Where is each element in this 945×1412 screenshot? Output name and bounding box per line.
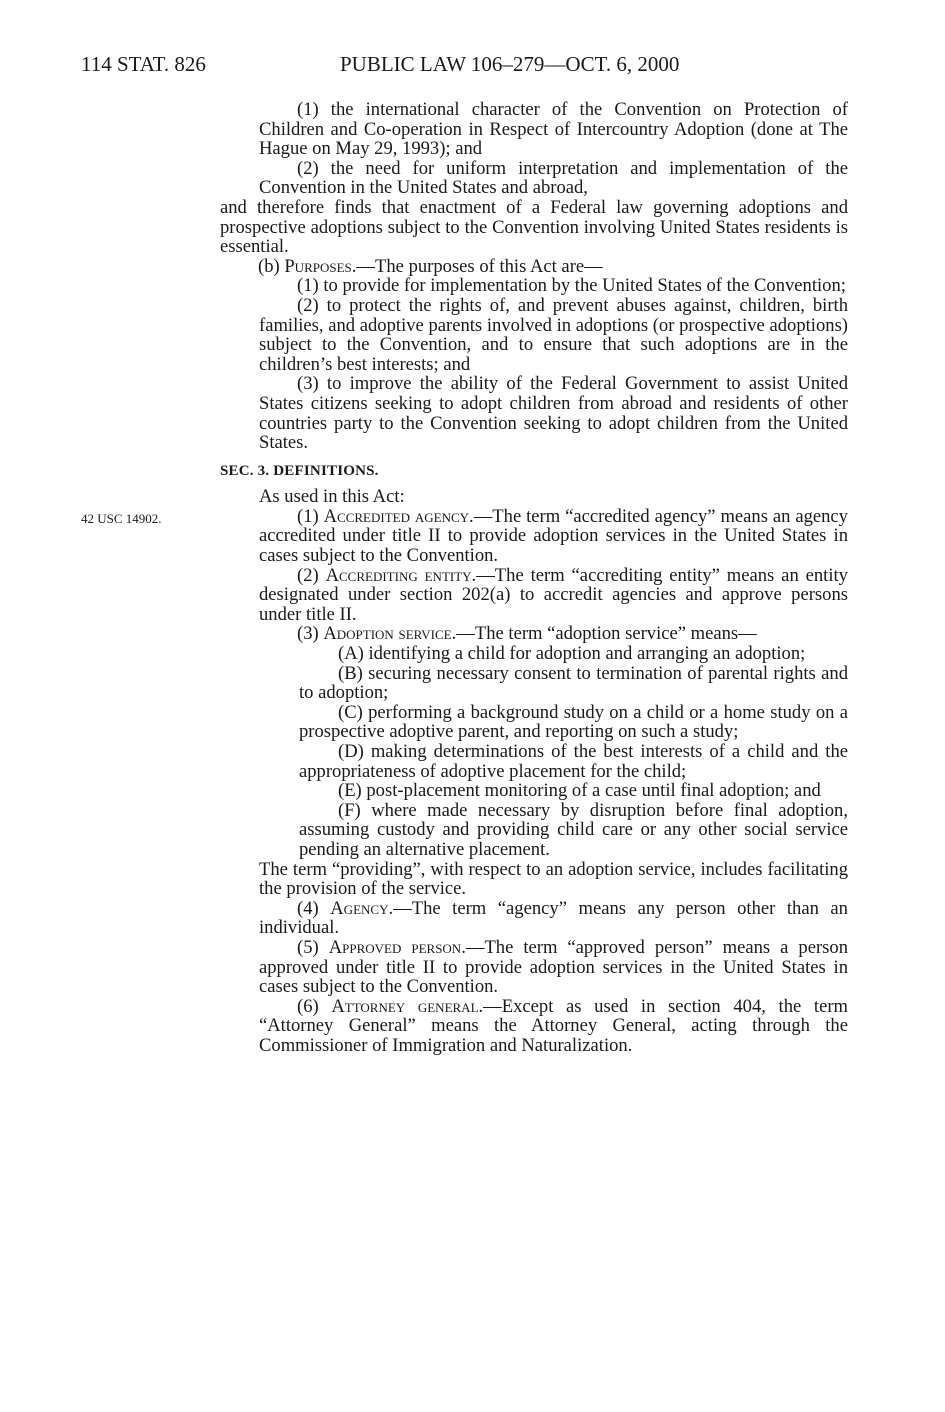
definition-2 xyxy=(220,566,848,625)
purposes-heading xyxy=(220,257,848,277)
definition-1-text: .—The term “accredited agency” means an agency accredited under title II to provide adoption services in the United States in cases subject to the Convention. xyxy=(259,505,848,567)
definition-4-number: (4) xyxy=(297,897,331,919)
definition-6-number: (6) xyxy=(297,995,332,1017)
document-body xyxy=(220,100,848,1056)
definition-6-text: .—Except as used in section 404, the term “Attorney General” means the Attorney General, acting through the Commissioner of Immigration and Naturalization. xyxy=(259,995,848,1056)
running-head: PUBLIC LAW 106–279—OCT. 6, 2000 xyxy=(340,52,680,76)
definition-2-term: Accrediting entity xyxy=(325,564,472,586)
definition-4-term: Agency xyxy=(330,897,389,919)
definition-5-term: Approved person xyxy=(328,936,462,958)
purpose-1: (1) to provide for implementation by the United States of the Convention; xyxy=(297,275,846,297)
finding-2: (2) the need for uniform interpretation and implementation of the Convention in the United States and abroad, xyxy=(259,157,848,199)
definition-6 xyxy=(220,997,848,1056)
definition-5-number: (5) xyxy=(297,936,329,958)
page-number: 114 STAT. 826 xyxy=(81,52,206,76)
definition-1-term: Accredited agency xyxy=(323,505,470,527)
findings-conclusion: and therefore finds that enactment of a Federal law governing adoptions and prospective adoptions subject to the Convention involving United States residents is essential. xyxy=(220,196,848,258)
definition-3-term: Adoption service xyxy=(323,623,452,645)
purpose-2: (2) to protect the rights of, and prevent abuses against, children, birth families, and adoptive parents involved in adoptions (or prospective adoptions) subject to the Convention, and to ensure that such adoptions are in the children’s best interests; and xyxy=(259,294,848,375)
page-header xyxy=(0,52,945,82)
definition-2-number: (2) xyxy=(297,564,326,586)
purposes-term: Purposes xyxy=(284,255,352,277)
purpose-3: (3) to improve the ability of the Federal Government to assist United States citizens seeking to adopt children from abroad and residents of other countries party to the Convention seeking to adopt children from the United States. xyxy=(259,373,848,454)
definition-3-f: (F) where made necessary by disruption before final adoption, assuming custody and providing child care or any other social service pending an alternative placement. xyxy=(299,799,848,860)
definition-6-term: Attorney general xyxy=(331,995,479,1017)
purposes-label: (b) xyxy=(258,255,285,277)
section-intro: As used in this Act: xyxy=(259,486,405,508)
definition-2-text: .—The term “accrediting entity” means an entity designated under section 202(a) to accredit agencies and approve persons under title II. xyxy=(259,564,848,625)
purposes-intro: .—The purposes of this Act are— xyxy=(351,255,603,277)
definition-5 xyxy=(220,938,848,997)
definition-3-tail: The term “providing”, with respect to an adoption service, includes facilitating the provision of the service. xyxy=(259,858,848,900)
definition-3-c: (C) performing a background study on a child or a home study on a prospective adoptive parent, and reporting on such a study; xyxy=(299,701,848,743)
finding-1: (1) the international character of the Convention on Protection of Children and Co-operation in Respect of Intercountry Adoption (done at The Hague on May 29, 1993); and xyxy=(259,99,848,160)
definition-4-text: .—The term “agency” means any person other than an individual. xyxy=(259,897,848,939)
definition-4 xyxy=(220,899,848,938)
definition-3-a: (A) identifying a child for adoption and arranging an adoption; xyxy=(338,643,806,665)
definition-3-d: (D) making determinations of the best interests of a child and the appropriateness of adoptive placement for the child; xyxy=(299,741,848,782)
definition-3-b: (B) securing necessary consent to termination of parental rights and to adoption; xyxy=(299,662,848,704)
definition-3-number: (3) xyxy=(297,623,324,645)
definition-5-text: .—The term “approved person” means a person approved under title II to provide adoption services in the United States in cases subject to the Convention. xyxy=(259,936,848,998)
definition-3-text: .—The term “adoption service” means— xyxy=(451,623,757,645)
definition-1-number: (1) xyxy=(297,505,324,527)
definition-3 xyxy=(220,624,848,644)
definition-3-e: (E) post-placement monitoring of a case until final adoption; and xyxy=(338,780,821,802)
section-heading: SEC. 3. DEFINITIONS. xyxy=(220,462,379,479)
margin-citation: 42 USC 14902. xyxy=(81,511,162,526)
definition-1 xyxy=(220,507,848,566)
